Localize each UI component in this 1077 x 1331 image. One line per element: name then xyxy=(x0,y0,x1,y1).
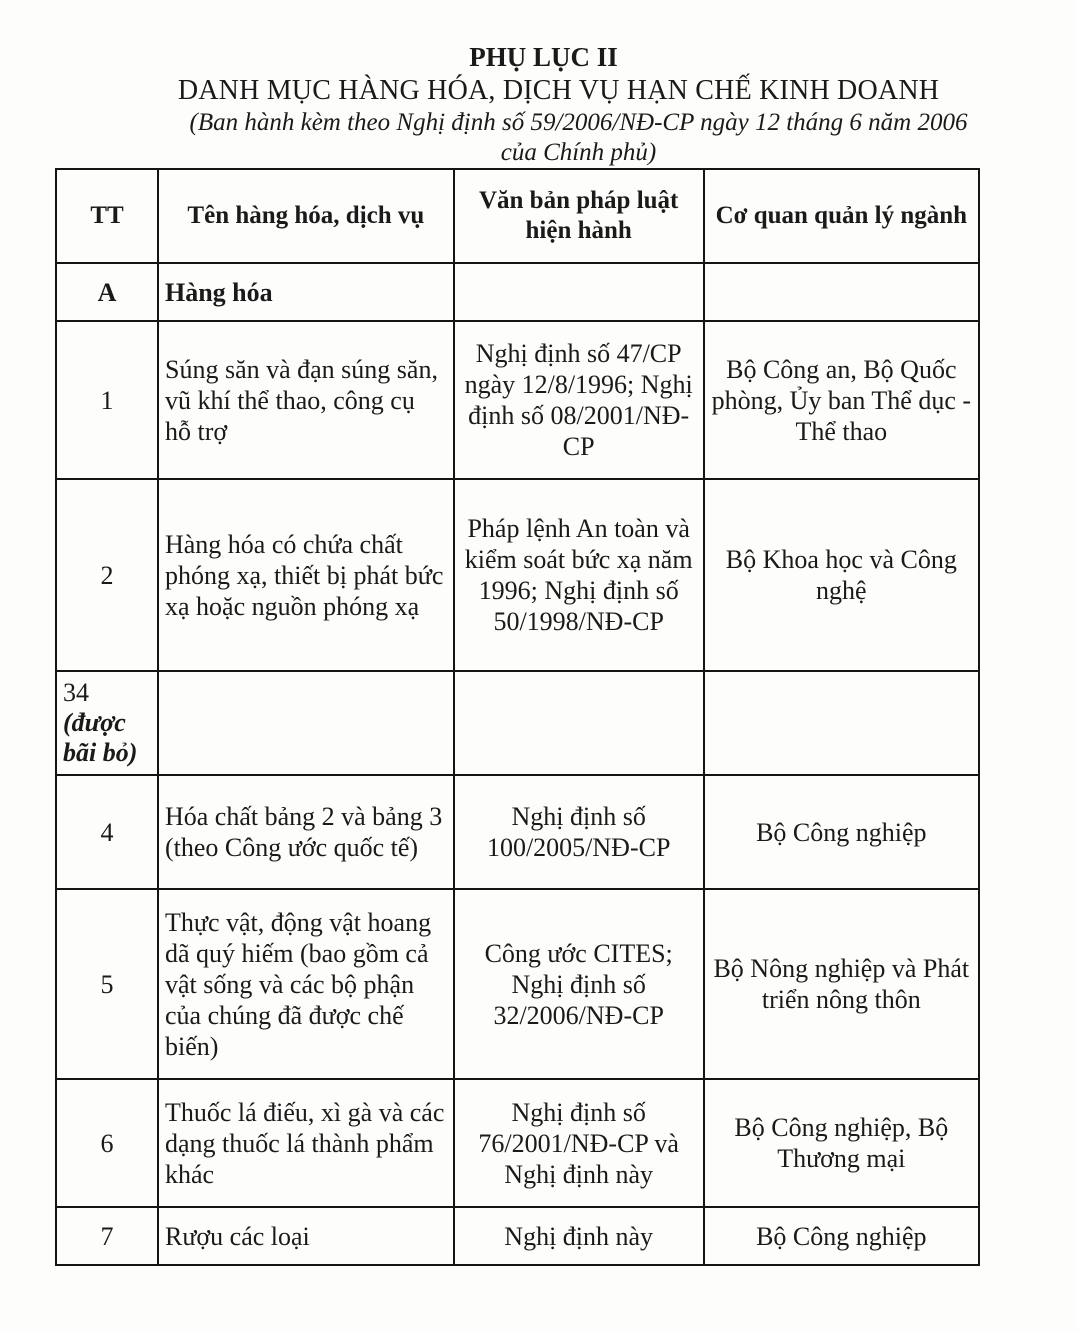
table-row xyxy=(56,1207,979,1265)
row-name: Rượu các loại xyxy=(158,1207,454,1265)
row-law: Nghị định số 76/2001/NĐ-CP và Nghị định này xyxy=(454,1079,704,1207)
row-law: Nghị định số 47/CP ngày 12/8/1996; Nghị định số 08/2001/NĐ-CP xyxy=(454,321,704,479)
header-law: Văn bản pháp luật hiện hành xyxy=(454,169,704,263)
restricted-goods-table xyxy=(55,168,980,1266)
row-tt: 5 xyxy=(56,889,158,1079)
section-row xyxy=(56,263,979,321)
row-law xyxy=(454,671,704,775)
row-name: Thực vật, động vật hoang dã quý hiếm (bao gồm cả vật sống và các bộ phận của chúng đã được chế biến) xyxy=(158,889,454,1079)
header-agency: Cơ quan quản lý ngành xyxy=(704,169,979,263)
removed-row-note: (được bãi bỏ) xyxy=(63,708,138,767)
goods-table-container xyxy=(55,168,980,1266)
table-header-row xyxy=(56,169,979,263)
removed-row-number: 34 xyxy=(63,678,89,707)
document-header xyxy=(0,40,1077,168)
table-row xyxy=(56,775,979,889)
row-law: Công ước CITES; Nghị định số 32/2006/NĐ-CP xyxy=(454,889,704,1079)
section-agency-cell xyxy=(704,263,979,321)
row-law: Nghị định số 100/2005/NĐ-CP xyxy=(454,775,704,889)
row-tt: 2 xyxy=(56,479,158,671)
row-agency: Bộ Nông nghiệp và Phát triển nông thôn xyxy=(704,889,979,1079)
header-tt: TT xyxy=(56,169,158,263)
row-agency: Bộ Khoa học và Công nghệ xyxy=(704,479,979,671)
row-agency: Bộ Công nghiệp, Bộ Thương mại xyxy=(704,1079,979,1207)
section-law-cell xyxy=(454,263,704,321)
row-agency: Bộ Công nghiệp xyxy=(704,775,979,889)
row-name: Súng săn và đạn súng săn, vũ khí thể thao, công cụ hỗ trợ xyxy=(158,321,454,479)
row-agency: Bộ Công nghiệp xyxy=(704,1207,979,1265)
row-name: Hóa chất bảng 2 và bảng 3 (theo Công ước quốc tế) xyxy=(158,775,454,889)
header-name: Tên hàng hóa, dịch vụ xyxy=(158,169,454,263)
row-tt: 1 xyxy=(56,321,158,479)
table-row-removed xyxy=(56,671,979,775)
issued-note-line-1: (Ban hành kèm theo Nghị định số 59/2006/NĐ-CP ngày 12 tháng 6 năm 2006 xyxy=(189,109,968,136)
row-law: Pháp lệnh An toàn và kiểm soát bức xạ năm 1996; Nghị định số 50/1998/NĐ-CP xyxy=(454,479,704,671)
table-row xyxy=(56,889,979,1079)
row-agency: Bộ Công an, Bộ Quốc phòng, Ủy ban Thể dục -Thể thao xyxy=(704,321,979,479)
table-row xyxy=(56,479,979,671)
row-law: Nghị định này xyxy=(454,1207,704,1265)
row-tt: 4 xyxy=(56,775,158,889)
row-name: Hàng hóa có chứa chất phóng xạ, thiết bị phát bức xạ hoặc nguồn phóng xạ xyxy=(158,479,454,671)
row-agency xyxy=(704,671,979,775)
document-subtitle: DANH MỤC HÀNG HÓA, DỊCH VỤ HẠN CHẾ KINH DOANH xyxy=(177,75,940,106)
section-name: Hàng hóa xyxy=(158,263,454,321)
row-tt: 7 xyxy=(56,1207,158,1265)
table-row xyxy=(56,321,979,479)
row-tt: 6 xyxy=(56,1079,158,1207)
row-tt-removed xyxy=(56,671,158,775)
issued-note-line-2: của Chính phủ) xyxy=(500,139,657,166)
section-tt: A xyxy=(56,263,158,321)
appendix-title: PHỤ LỤC II xyxy=(469,42,618,72)
table-row xyxy=(56,1079,979,1207)
row-name xyxy=(158,671,454,775)
row-name: Thuốc lá điếu, xì gà và các dạng thuốc lá thành phẩm khác xyxy=(158,1079,454,1207)
